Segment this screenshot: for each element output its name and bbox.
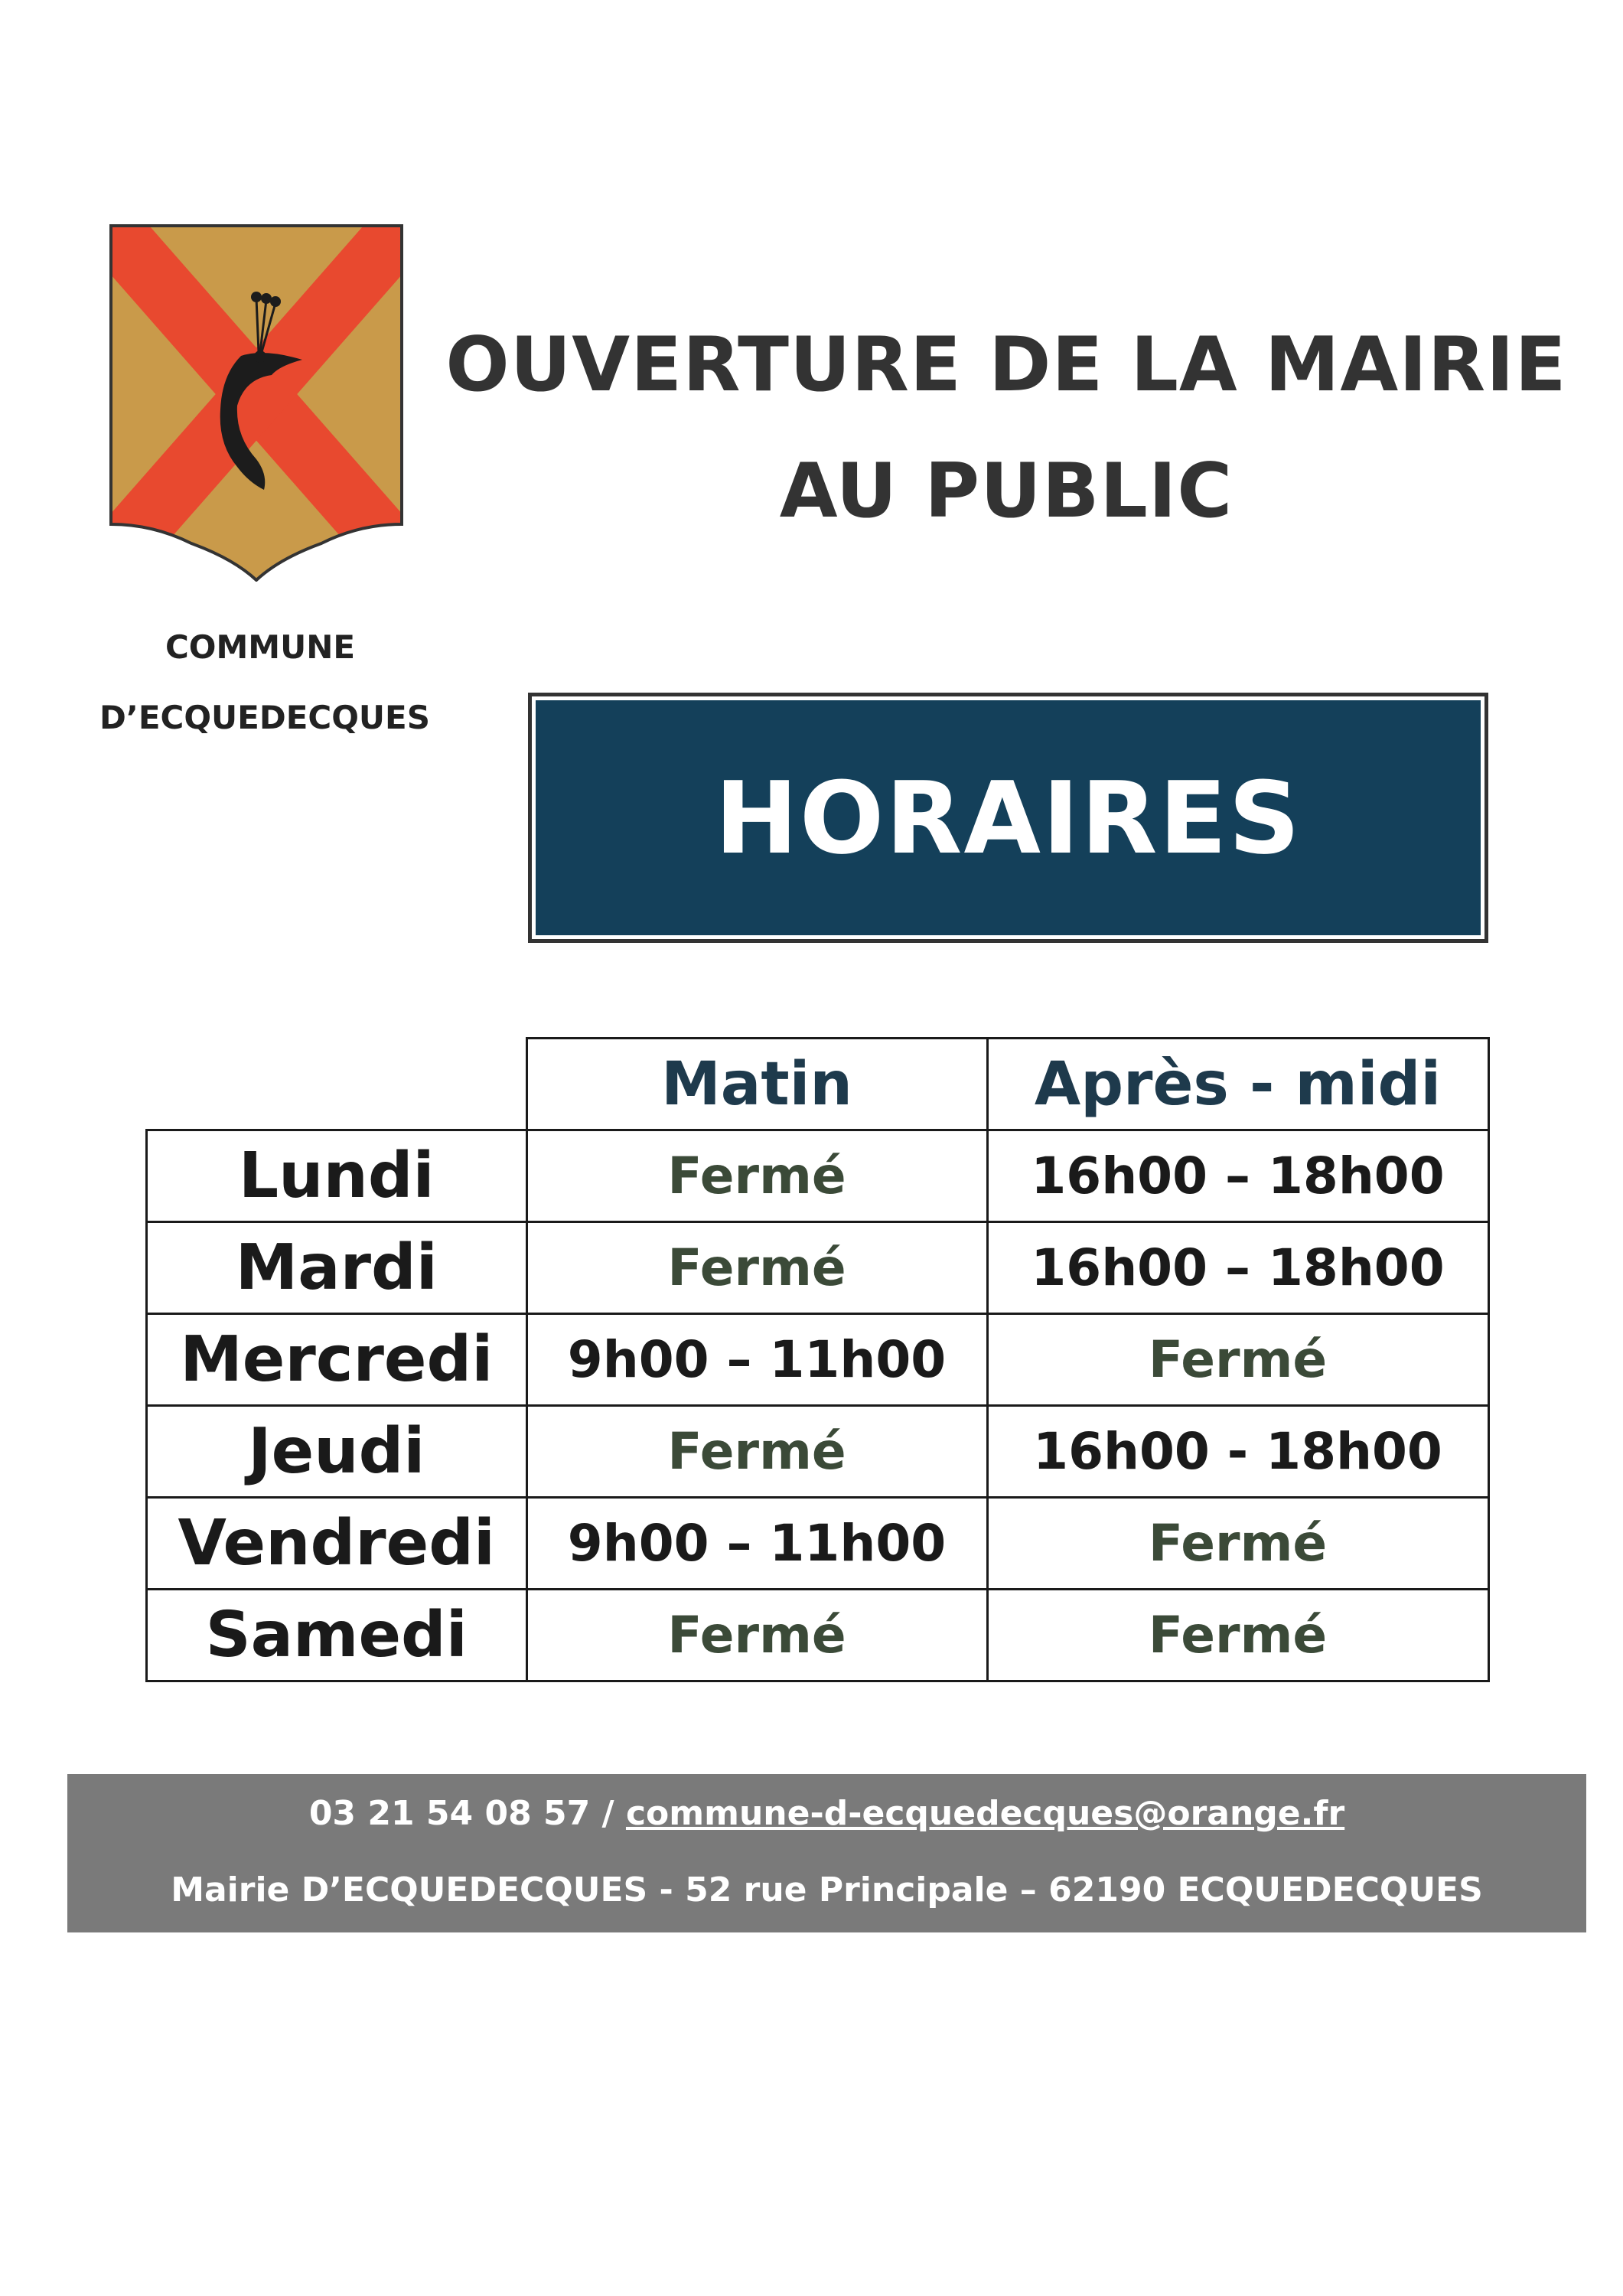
table-corner-cell — [147, 1039, 527, 1130]
morning-cell: Fermé — [526, 1590, 987, 1681]
afternoon-cell: Fermé — [987, 1498, 1488, 1590]
morning-cell: 9h00 – 11h00 — [526, 1498, 987, 1590]
morning-cell: Fermé — [526, 1130, 987, 1222]
afternoon-cell: Fermé — [987, 1314, 1488, 1406]
afternoon-cell: 16h00 - 18h00 — [987, 1406, 1488, 1498]
day-cell: Samedi — [147, 1590, 527, 1681]
morning-cell: Fermé — [526, 1406, 987, 1498]
table-row — [147, 1222, 1489, 1314]
afternoon-cell: 16h00 – 18h00 — [987, 1130, 1488, 1222]
table-row — [147, 1314, 1489, 1406]
morning-cell: 9h00 – 11h00 — [526, 1314, 987, 1406]
email-link[interactable]: commune-d-ecquedecques@orange.fr — [625, 1794, 1345, 1833]
morning-cell: Fermé — [526, 1222, 987, 1314]
phone-number: 03 21 54 08 57 / — [308, 1794, 614, 1833]
day-cell: Vendredi — [147, 1498, 527, 1590]
coat-of-arms-logo — [107, 222, 406, 582]
day-cell: Lundi — [147, 1130, 527, 1222]
table-row — [147, 1130, 1489, 1222]
horaires-banner — [528, 693, 1488, 943]
horaires-banner-fill — [536, 700, 1481, 935]
afternoon-cell: Fermé — [987, 1590, 1488, 1681]
afternoon-cell: 16h00 – 18h00 — [987, 1222, 1488, 1314]
title-line-1: OUVERTURE DE LA MAIRIE — [445, 321, 1567, 409]
day-cell: Jeudi — [147, 1406, 527, 1498]
contact-line — [67, 1791, 1586, 1837]
commune-name — [99, 612, 430, 753]
contact-footer — [67, 1774, 1586, 1932]
title-line-2: AU PUBLIC — [779, 448, 1234, 535]
table-row — [147, 1406, 1489, 1498]
commune-line-2: D’ECQUEDECQUES — [99, 699, 430, 736]
table-row — [147, 1498, 1489, 1590]
page-title — [429, 302, 1584, 555]
opening-hours-table — [145, 1037, 1490, 1682]
horaires-label: HORAIRES — [715, 759, 1302, 876]
header-morning: Matin — [526, 1039, 987, 1130]
table-row — [147, 1590, 1489, 1681]
table-header-row — [147, 1039, 1489, 1130]
day-cell: Mercredi — [147, 1314, 527, 1406]
address-line: Mairie D’ECQUEDECQUES - 52 rue Principale – 62190 ECQUEDECQUES — [171, 1870, 1483, 1910]
commune-line-1: COMMUNE — [165, 628, 356, 666]
day-cell: Mardi — [147, 1222, 527, 1314]
header-afternoon: Après - midi — [987, 1039, 1488, 1130]
